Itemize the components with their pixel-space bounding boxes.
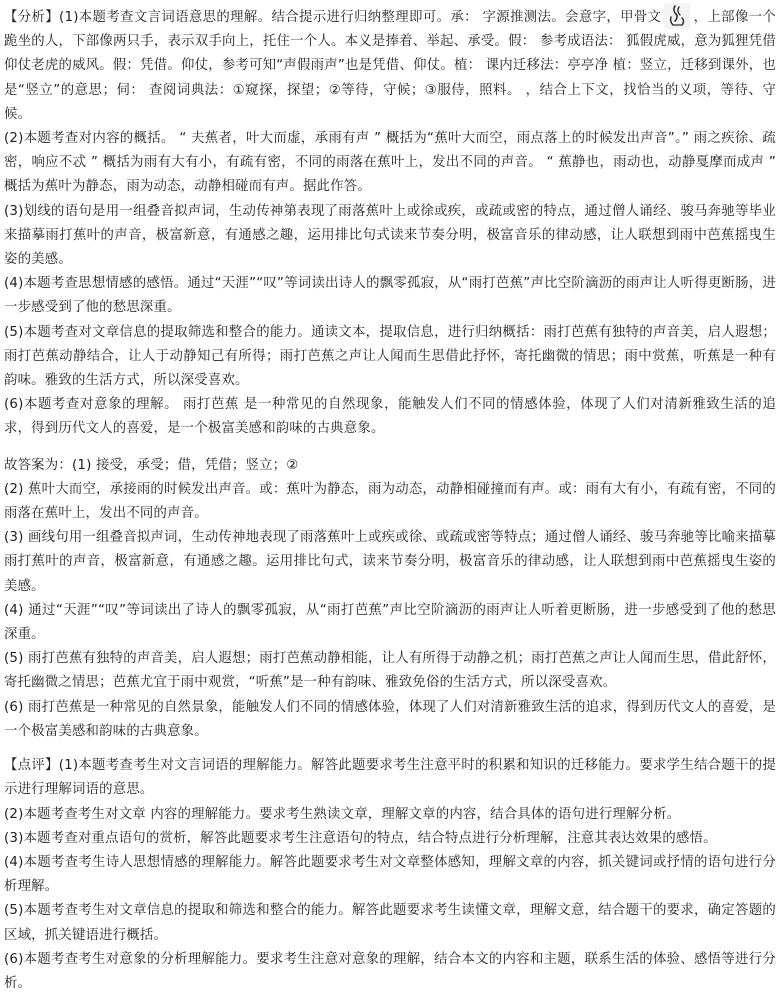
analysis-p1-end: ，上部像一个跪坐的人，下部像两只手，表示双手向上，托住一个人。本义是捧着、举起、承受。假： 参考成语法： 狐假虎威，意为狐狸凭借仰仗老虎的威风。假：凭借。仰仗，参考可知“声假雨声”也是凭借、仰仗。植： 课内迁移法：亭亭净 植：竖立，迁移到课外，也是“竖立”的意思；伺： 查阅词典法：①窥探，探望；②等待，守候；③服侍，照料。 ，结合上下文，找恰当的义项，等待、守候。 bbox=[4, 10, 776, 122]
comment-line-2: (2)本题考查考生对文章 内容的理解能力。要求考生熟读文章，理解文章的内容，结合具体的语句进行理解分析。 bbox=[4, 806, 681, 822]
oracle-bone-glyph-icon bbox=[664, 3, 690, 29]
comment-line-3: (3)本题考查对重点语句的赏析，解答此题要求考生注意语句的特点，结合特点进行分析理解，注意其表达效果的感悟。 bbox=[4, 830, 717, 846]
analysis-paragraph-3: (3)划线的语句是用一组叠音拟声词，生动传神第表现了雨落蕉叶上或徐或疾，或疏或密的特点，通过僧人诵经、骏马奔驰等毕业来描摹雨打蕉叶的声音，极富新意，有通感之趣，运用排比句式读来节奏分明，极富音乐的律动感，让人联想到雨中芭蕉摇曳生姿的美感。 bbox=[4, 203, 776, 268]
answer-line-1: 故答案为：(1) 接受，承受；借，凭借；竖立；② bbox=[4, 457, 299, 473]
analysis-paragraph-1 bbox=[4, 3, 776, 127]
section-gap bbox=[4, 442, 776, 454]
answer-line-3: (3) 画线句用一组叠音拟声词，生动传神地表现了雨落蕉叶上或疾或徐、或疏或密等特点；通过僧人诵经、骏马奔驰等比喻来描摹雨打蕉叶的声音，极富新意，有通感之趣。运用排比句式，读来节奏分明，极富音乐的律动感，让人联想到雨中芭蕉摇曳生姿的美感。 bbox=[4, 530, 776, 594]
analysis-paragraph-5: (5)本题考查对文章信息的提取筛选和整合的能力。通读文本，提取信息，进行归纳概括：雨打芭蕉有独特的声音美，启人遐想；雨打芭蕉动静结合，让人于动静知己有所得；雨打芭蕉之声让人闻而生思借此抒怀，寄托幽微的情思；雨中赏蕉，听蕉是一种有韵味。雅致的生活方式，所以深受喜欢。 bbox=[4, 324, 776, 389]
comment-line-5: (5)本题考查考生对文章信息的提取和筛选和整合的能力。解答此题要求考生读懂文章，理解文意，结合题干的要求，确定答题的区域，抓关键语进行概括。 bbox=[4, 903, 776, 943]
comment-line-6: (6)本题考查考生对意象的分析理解能力。要求考生注意对意象的理解，结合本文的内容和主题，联系生活的体验、感悟等进行分析。 bbox=[4, 951, 776, 991]
section-gap bbox=[4, 744, 776, 754]
comment-section bbox=[4, 754, 776, 996]
answer-line-2: (2) 蕉叶大而空，承接雨的时候发出声音。或：蕉叶为静态，雨为动态，动静相碰撞而有声。或：雨有大有小，有疏有密，不同的雨落在蕉叶上，发出不同的声音。 bbox=[4, 481, 776, 522]
analysis-paragraph-6: (6)本题考查对意象的理解。 雨打芭蕉 是一种常见的自然现象，能触发人们不同的情感体验，体现了人们对清新雅致生活的追求，得到历代文人的喜爱，是一个极富美感和韵味的古典意象。 bbox=[4, 397, 776, 437]
analysis-paragraph-2: (2)本题考查对内容的概括。 “ 夫蕉者，叶大而虚，承雨有声 ” 概括为“蕉叶大而空，雨点落上的时候发出声音”。” 雨之疾徐、疏密，响应不忒 ” 概括为雨有大有小，有疏有密，不同的雨落在蕉叶上，发出不同的声音。 “ 蕉静也，雨动也，动静戛摩而成声 ” 概括为蕉叶为静态，雨为动态，动静相碰而有声。据此作答。 bbox=[4, 131, 776, 195]
comment-line-4: (4)本题考查考生诗人思想情感的理解能力。解答此题要求考生对文章整体感知，理解文章的内容，抓关键词或抒情的语句进行分析理解。 bbox=[4, 854, 776, 895]
answer-line-4: (4) 通过“天涯”“叹”等词读出了诗人的飘零孤寂，从“雨打芭蕉”声比空阶滴沥的雨声让人听着更断肠，进一步感受到了他的愁思深重。 bbox=[4, 602, 776, 643]
analysis-paragraph-4: (4)本题考查思想情感的感悟。通过“天涯”“叹”等词读出诗人的飘零孤寂，从“雨打芭蕉”声比空阶滴沥的雨声让人听得更断肠，进一步感受到了他的愁思深重。 bbox=[4, 276, 776, 316]
answer-line-5: (5) 雨打芭蕉有独特的声音美，启人遐想；雨打芭蕉动静相能，让人有所得于动静之机；雨打芭蕉之声让人闻而生思，借此舒怀，寄托幽微之情思；芭蕉尤宜于雨中观赏，“听蕉”是一种有韵味、雅致免俗的生活方式，所以深受喜欢。 bbox=[4, 651, 776, 691]
analysis-p1-start: 【分析】(1)本题考查文言词语意思的理解。结合提示进行归纳整理即可。承： 字源推测法。会意字，甲骨文 bbox=[4, 10, 662, 25]
analysis-section bbox=[4, 3, 776, 442]
comment-line-1: 【点评】(1)本题考查考生对文言词语的理解能力。解答此题要求考生注意平时的积累和知识的迁移能力。要求学生结合题干的提示进行理解词语的意思。 bbox=[4, 758, 776, 798]
answer-section bbox=[4, 454, 776, 744]
answer-line-6: (6) 雨打芭蕉是一种常见的自然景象，能触发人们不同的情感体验，体现了人们对清新雅致生活的追求，得到历代文人的喜爱，是一个极富美感和韵味的古典意象。 bbox=[4, 699, 776, 739]
